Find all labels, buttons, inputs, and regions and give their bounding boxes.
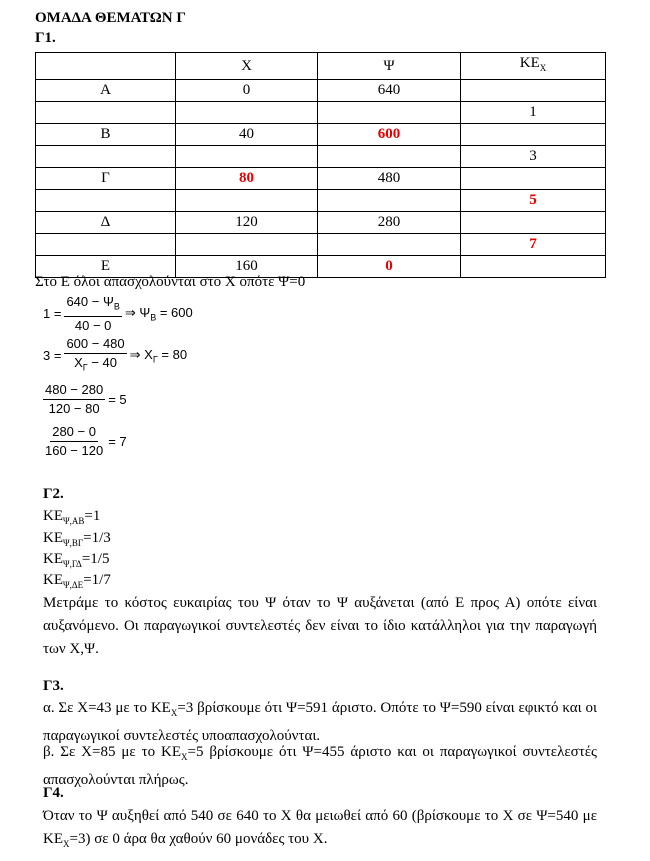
cell-psi: 640 (318, 80, 461, 102)
table-row (36, 146, 606, 168)
ke-line: $KE_{\Psi,B\Gamma}=1/3$ (43, 530, 111, 548)
ke-line: $KE_{\Psi,AB}=1$ (43, 508, 101, 526)
cell-ke (461, 212, 606, 234)
cell-psi: 280 (318, 212, 461, 234)
cell-ke (461, 124, 606, 146)
table-row (36, 190, 606, 212)
table-row (36, 124, 606, 146)
g3-heading: Γ3. (43, 678, 64, 694)
cell-psi-computed: 0 (318, 256, 461, 278)
table-row (36, 168, 606, 190)
equation-2: 3 = $\frac{600 - 480}{X_\Gamma - 40}$ ⇒ $X_\Gamma = 80$ (43, 336, 187, 376)
equation-1: 1 = $\frac{640 - \Psi_B}{40 - 0}$ ⇒ $\Psi_B = 600$ (43, 294, 193, 333)
ke-line: $KE_{\Psi,\Gamma\Delta}=1/5$ (43, 551, 110, 569)
g1-note: Στο Ε όλοι απασχολούνται στο Χ οπότε Ψ=0 (35, 274, 306, 290)
table-header-row (36, 53, 606, 80)
cell-x: 40 (176, 124, 318, 146)
fraction: $\frac{480 - 280}{120 - 80}$ (45, 382, 104, 416)
cell-psi: 480 (318, 168, 461, 190)
row-label: Δ (36, 212, 176, 234)
table-row (36, 80, 606, 102)
ke-line: $KE_{\Psi,\Delta E}=1/7$ (43, 572, 111, 590)
g2-paragraph: Μετράμε το κόστος ευκαιρίας του Ψ όταν το Ψ αυξάνεται (από Ε προς Α) οπότε είναι αυξανόμενο. Οι παραγωγικοί συντελεστές δεν είναι το ίδιο κατάλληλοι για την παραγωγή των Χ,Ψ. (43, 595, 597, 657)
row-label: Β (36, 124, 176, 146)
cell-ke-computed: 5 (461, 190, 606, 212)
fraction: $\frac{280 - 0}{160 - 120}$ (45, 424, 104, 458)
g4-paragraph: Όταν το Ψ αυξηθεί από 540 σε 640 το Χ θα μειωθεί από 60 (βρίσκουμε το Χ σε Ψ=540 με $KE_X=3$) σε 0 άρα θα χαθούν 60 μονάδες του Χ. (43, 808, 597, 849)
g3-part-b: β. Σε Χ=85 με το $KE_X=5$ βρίσκουμε ότι Ψ=455 άριστο και οι παραγωγικοί συντελεστές απασχολούνται πλήρως. (43, 744, 597, 788)
cell-ke: 3 (461, 146, 606, 168)
equation-3: $\frac{480 - 280}{120 - 80}$ = 5 (45, 382, 127, 416)
g2-heading: Γ2. (43, 486, 64, 502)
header-cell (36, 53, 176, 80)
cell-x: 120 (176, 212, 318, 234)
cell-ke (461, 256, 606, 278)
fraction: $\frac{640 - \Psi_B}{40 - 0}$ (66, 294, 120, 333)
row-label: Α (36, 80, 176, 102)
cell-x-computed: 80 (176, 168, 318, 190)
table-row (36, 102, 606, 124)
cell-ke: 1 (461, 102, 606, 124)
row-label: Ε (36, 256, 176, 278)
cell-x: 160 (176, 256, 318, 278)
header-cell-psi: Ψ (318, 53, 461, 80)
table-row (36, 234, 606, 256)
cell-ke (461, 80, 606, 102)
g4-heading: Γ4. (43, 785, 64, 801)
cell-ke-computed: 7 (461, 234, 606, 256)
g3-part-a: α. Σε Χ=43 με το $KE_X=3$ βρίσκουμε ότι Ψ=591 άριστο. Οπότε το Ψ=590 είναι εφικτό και οι παραγωγικοί συντελεστές υποαπασχολούνται. (43, 700, 597, 744)
table-row (36, 212, 606, 234)
page-title: ΟΜΑΔΑ ΘΕΜΑΤΩΝ Γ (35, 10, 186, 26)
cell-psi-computed: 600 (318, 124, 461, 146)
ppf-table (35, 52, 606, 278)
header-cell-ke: $KE_X$ (461, 53, 606, 80)
equation-4: $\frac{280 - 0}{160 - 120}$ = 7 (45, 424, 127, 458)
cell-ke (461, 168, 606, 190)
header-cell-x: X (176, 53, 318, 80)
row-label: Γ (36, 168, 176, 190)
fraction: $\frac{600 - 480}{X_\Gamma - 40}$ (66, 336, 125, 373)
g1-heading: Γ1. (35, 30, 56, 46)
cell-x: 0 (176, 80, 318, 102)
